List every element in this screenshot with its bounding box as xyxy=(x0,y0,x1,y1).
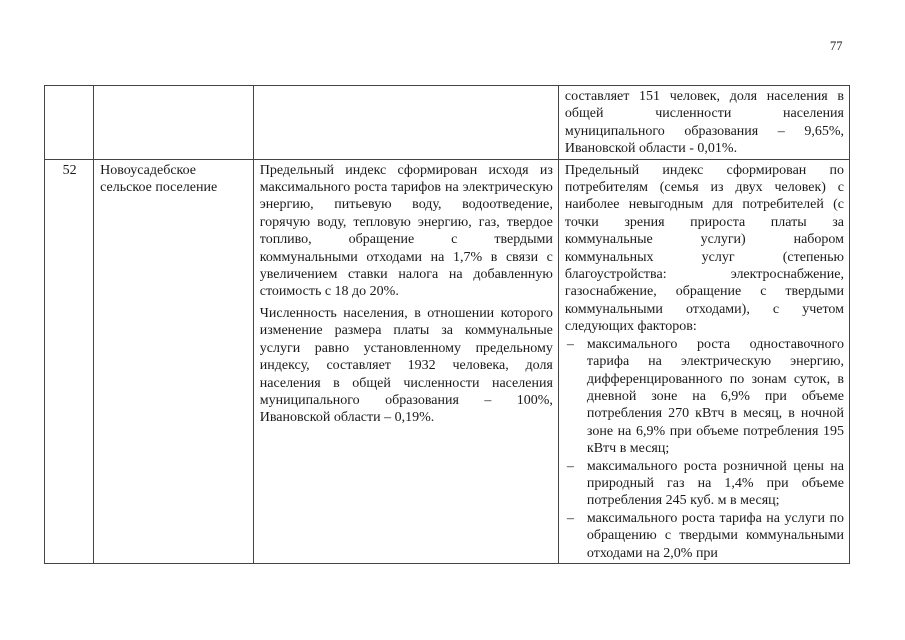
cell-municipality xyxy=(94,86,254,160)
page-number: 77 xyxy=(830,39,843,53)
cell-analysis xyxy=(558,159,849,563)
cell-number xyxy=(45,86,94,160)
continued-text: составляет 151 человек, доля населения в общей численности населения муниципального образования – 9,65%, Ивановской области - 0,01%. xyxy=(564,89,844,157)
cell-municipality: Новоусадебское сельское поселение xyxy=(94,159,254,563)
factor-text: максимального роста тарифа на услуги по обращению с твердыми коммунальными отходами на 2,0% при xyxy=(586,510,844,561)
factor-text: максимального роста розничной цены на природный газ на 1,4% при объеме потребления 245 куб. м в месяц; xyxy=(586,458,844,509)
index-basis-paragraph: Предельный индекс сформирован исходя из максимального роста тарифов на электрическую энергию, питьевую воду, водоотведение, горячую воду, тепловую энергию, газ, твердое топливо, обращение с твердыми коммунальными отходами на 1,7% в связи с увеличением ставки налога на добавленную стоимость с 18 до 20%. xyxy=(259,162,553,300)
factors-list xyxy=(565,336,844,562)
tariff-index-table xyxy=(44,85,850,564)
dash-bullet: – xyxy=(566,458,574,474)
dash-bullet: – xyxy=(566,510,574,526)
factor-text: максимального роста одноставочного тарифа на электрическую энергию, дифференцированного по зонам суток, в дневной зоне на 6,9% при объеме потребления 270 кВтч в месяц, в ночной зоне на 6,9% при объеме потребления 195 кВтч в месяц; xyxy=(586,336,844,457)
analysis-intro: Предельный индекс сформирован по потребителям (семья из двух человек) с наиболее невыгодным для потребителей (с точки зрения прироста платы за коммунальные услуги) набором коммунальных услуг (степенью благоустройства: электроснабжение, газоснабжение, обращение с твердыми коммунальными отходами), с учетом следующих факторов: xyxy=(564,162,844,335)
table-row-continued xyxy=(45,86,850,160)
list-item xyxy=(565,510,844,562)
list-item xyxy=(565,458,844,510)
cell-analysis xyxy=(558,86,849,160)
list-item xyxy=(565,336,844,458)
dash-bullet: – xyxy=(566,336,574,352)
population-paragraph: Численность населения, в отношении которого изменение размера платы за коммунальные услуги равно установленному предельному индексу, составляет 1932 человека, доля населения в общей численности населения муниципального образования – 100%, Ивановской области – 0,19%. xyxy=(259,305,553,426)
cell-index-description xyxy=(253,159,558,563)
table-row-52 xyxy=(45,159,850,563)
cell-index-description xyxy=(253,86,558,160)
cell-number: 52 xyxy=(45,159,94,563)
